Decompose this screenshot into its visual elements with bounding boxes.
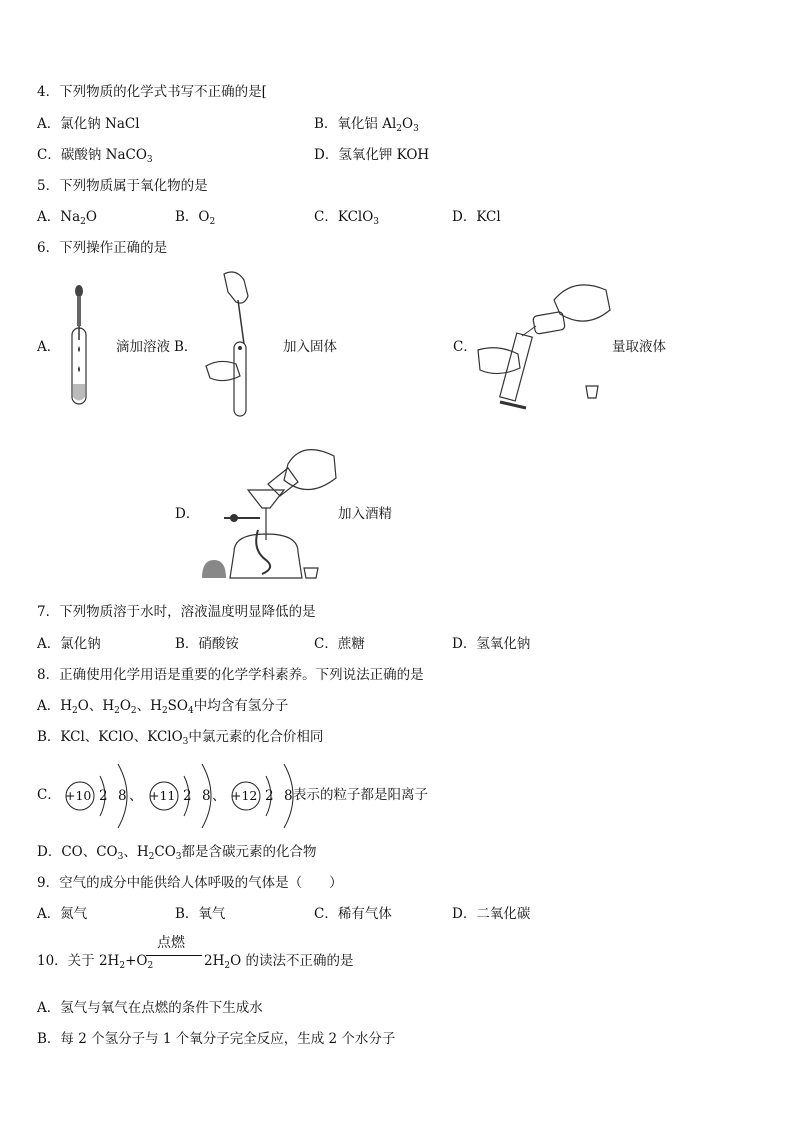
q7-stem: 7．下列物质溶于水时，溶液温度明显降低的是 [37,604,316,620]
dropper-illustration [64,284,94,408]
q5-option-a: A．$Na_2O$ [37,209,97,227]
q10-stem: 10．关于 $2H_2+O_2$ [37,953,154,971]
q5-option-d: D．KCl [452,209,501,225]
atom-3-shell-2: 8 [284,788,293,804]
q8-option-d: D．CO、$CO_3$、$H_2CO_3$都是含碳元素的化合物 [37,844,317,862]
q6-stem: 6．下列操作正确的是 [37,240,168,256]
q4-option-b: B．氧化铝 $Al_2O_3$ [314,116,419,134]
atom-1-shell-2: 8 [118,788,127,804]
q9-stem: 9．空气的成分中能供给人体呼吸的气体是（ ） [37,875,343,891]
q6-option-d-text: 加入酒精 [338,506,392,522]
q9-option-a: A．氮气 [37,906,88,922]
q5-option-c: C．KClO$_3$ [314,209,380,227]
separator-2: 、 [212,788,226,804]
q10-option-b: B．每 2 个氢分子与 1 个氧分子完全反应，生成 2 个水分子 [37,1031,396,1047]
q8-option-c-text: 表示的粒子都是阳离子 [293,787,428,803]
q9-option-d: D．二氧化碳 [452,906,531,922]
test-tube-solid-illustration [204,270,264,420]
q6-option-b-text: 加入固体 [283,339,337,355]
atom-2-nucleus: +11 [149,788,176,803]
q6-option-d-label: D． [175,506,200,522]
q5-option-b: B．$O_2$ [175,209,216,227]
q7-option-c: C．蔗糖 [314,636,365,652]
atom-diagrams [60,762,300,830]
q4-stem: 4．下列物质的化学式书写不正确的是[ [37,84,267,100]
separator-1: 、 [129,788,143,804]
reaction-arrow-line [146,955,202,956]
q6-option-a-label: A． [37,339,61,355]
q4-option-c: C．碳酸钠 NaCO$_3$ [37,147,153,165]
q6-option-c-label: C． [453,339,477,355]
atom-1-shell-1: 2 [99,788,108,804]
q10-stem-product: $2H_2O$ 的读法不正确的是 [204,953,354,971]
q6-option-a-text: 滴加溶液 [116,339,170,355]
atom-2-shell-1: 2 [183,788,192,804]
graduated-cylinder-illustration [478,278,618,414]
q4-option-a: A．氯化钠 NaCl [37,116,140,132]
reaction-condition: 点燃 [157,935,185,951]
atom-3-nucleus: +12 [231,788,258,803]
q7-option-d: D．氢氧化钠 [452,636,531,652]
q9-option-b: B．氧气 [175,906,226,922]
q5-stem: 5．下列物质属于氧化物的是 [37,178,208,194]
q7-option-a: A．氯化钠 [37,636,101,652]
alcohol-lamp-illustration [200,444,340,584]
q8-option-b: B．KCl、KClO、KClO$_3$中氯元素的化合价相同 [37,729,324,747]
q10-option-a: A．氢气与氧气在点燃的条件下生成水 [37,1000,263,1016]
q6-option-c-text: 量取液体 [612,339,666,355]
q8-option-c-label: C． [37,787,61,803]
q7-option-b: B．硝酸铵 [175,636,239,652]
atom-3-shell-1: 2 [265,788,274,804]
q9-option-c: C．稀有气体 [314,906,392,922]
q8-option-a: A．$H_2O$、$H_2O_2$、$H_2SO_4$中均含有氢分子 [37,698,289,716]
q4-option-d: D．氢氧化钾 KOH [314,147,430,163]
atom-2-shell-2: 8 [202,788,211,804]
q8-stem: 8．正确使用化学用语是重要的化学学科素养。下列说法正确的是 [37,667,424,683]
atom-1-nucleus: +10 [65,788,92,803]
q6-option-b-label: B． [174,339,198,355]
